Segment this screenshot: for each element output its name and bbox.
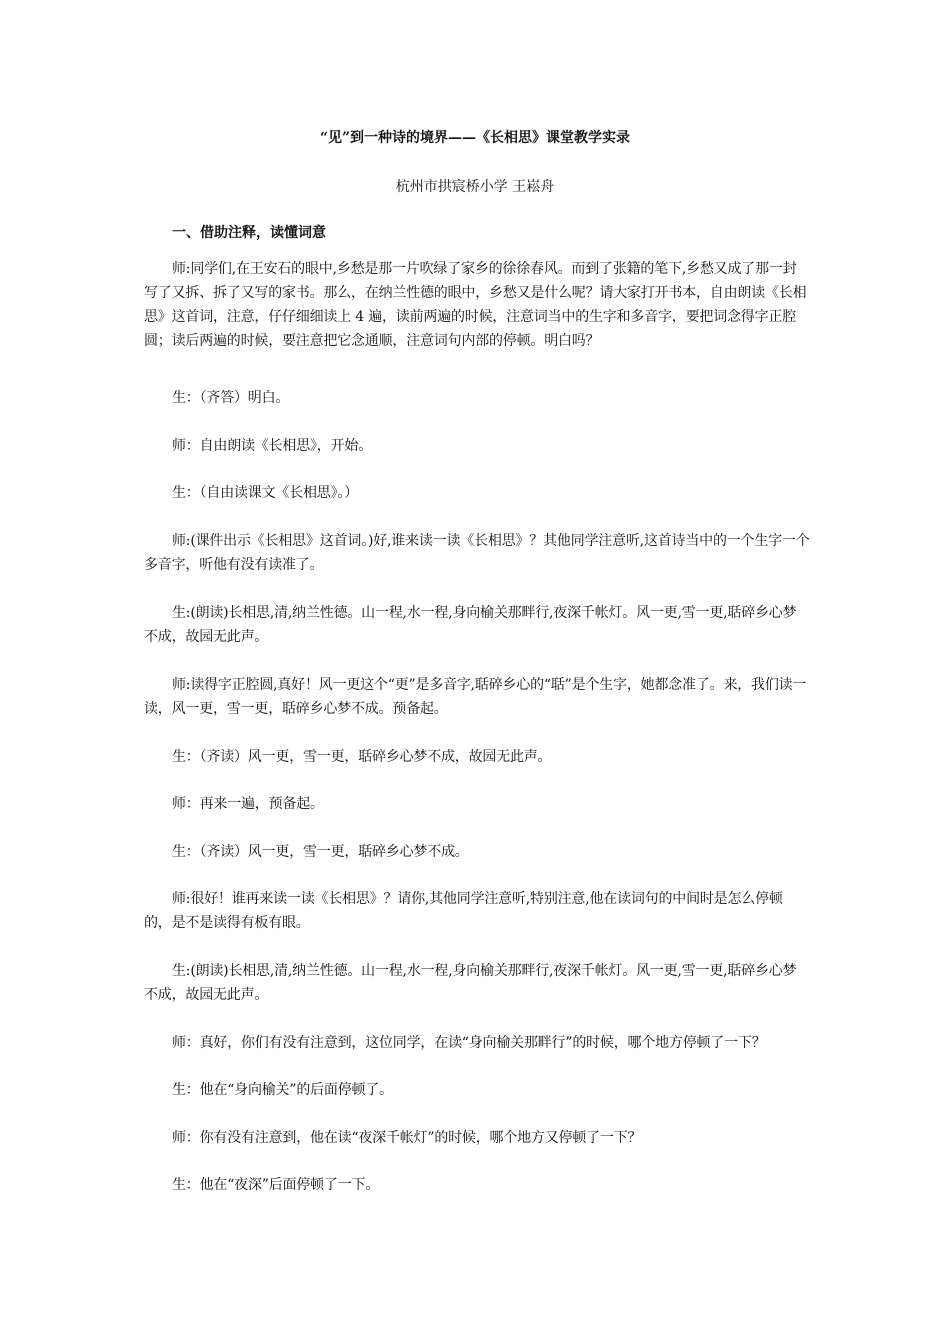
paragraph: 师:读得字正腔圆,真好！风一更这个“更”是多音字,聒碎乡心的“聒”是个生字，她都念准了。来，我们读一读，风一更，雪一更，聒碎乡心梦不成。预备起。 xyxy=(144,677,807,717)
paragraph: 生：他在“身向榆关”的后面停顿了。 xyxy=(172,1082,393,1098)
paragraph: 师:很好！谁再来读一读《长相思》？请你,其他同学注意听,特别注意,他在读词句的中间时是怎么停顿的，是不是读得有板有眼。 xyxy=(144,891,783,931)
paragraph: 生：（齐读）风一更，雪一更，聒碎乡心梦不成，故园无此声。 xyxy=(172,749,552,765)
paragraph: 师:同学们,在王安石的眼中,乡愁是那一片吹绿了家乡的徐徐春风。而到了张籍的笔下,乡愁又成了那一封写了又拆、拆了又写的家书。那么，在纳兰性德的眼中，乡愁又是什么呢？请大家打开书本，自由朗读《长相思》这首词，注意，仔仔细细读上 4 遍，读前两遍的时候，注意词当中的生字和多音字，要把词念得字正腔圆；读后两遍的时候，要注意把它念通顺，注意词句内部的停顿。明白吗？ xyxy=(144,261,807,349)
author-line: 杭州市拱宸桥小学 王崧舟 xyxy=(395,179,555,195)
paragraph: 生：（齐答）明白。 xyxy=(172,390,290,406)
document-title: “见”到一种诗的境界——《长相思》课堂教学实录 xyxy=(319,130,631,146)
paragraph: 师:(课件出示《长相思》这首词。)好,谁来读一读《长相思》？其他同学注意听,这首诗当中的一个生字一个多音字，听他有没有读准了。 xyxy=(144,533,810,573)
section-heading: 一、借助注释，读懂词意 xyxy=(172,225,326,241)
paragraph: 生：（自由读课文《长相思》。） xyxy=(172,485,358,501)
paragraph: 师：自由朗读《长相思》，开始。 xyxy=(172,438,372,454)
paragraph: 生：（齐读）风一更，雪一更，聒碎乡心梦不成。 xyxy=(172,844,469,860)
paragraph: 师：你有没有注意到，他在读“夜深千帐灯”的时候，哪个地方又停顿了一下？ xyxy=(172,1130,642,1146)
paragraph: 生:(朗读)长相思,清,纳兰性德。山一程,水一程,身向榆关那畔行,夜深千帐灯。风一更,雪一更,聒碎乡心梦不成，故园无此声。 xyxy=(144,605,797,645)
paragraph: 师：再来一遍，预备起。 xyxy=(172,796,324,812)
paragraph: 生:(朗读)长相思,清,纳兰性德。山一程,水一程,身向榆关那畔行,夜深千帐灯。风一更,雪一更,聒碎乡心梦不成，故园无此声。 xyxy=(144,963,797,1003)
paragraph: 生：他在“夜深”后面停顿了一下。 xyxy=(172,1177,380,1193)
paragraph: 师：真好，你们有没有注意到，这位同学，在读“身向榆关那畔行”的时候，哪个地方停顿了一下？ xyxy=(172,1035,766,1051)
